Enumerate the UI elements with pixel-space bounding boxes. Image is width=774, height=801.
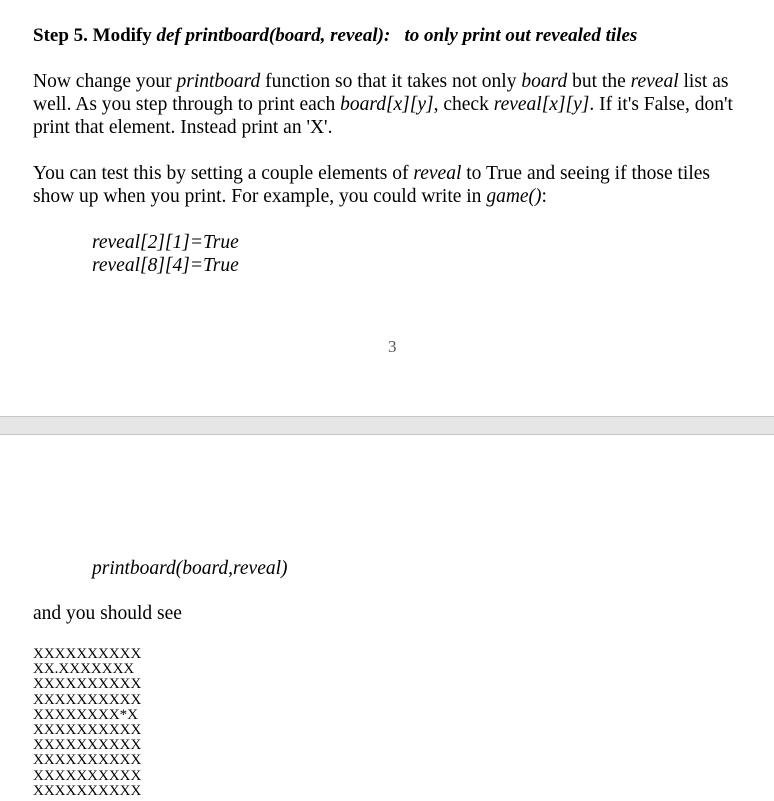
document-page-bottom bbox=[0, 435, 774, 801]
italic-run: board bbox=[521, 71, 568, 92]
step-heading bbox=[33, 24, 637, 47]
text-run: Now change your bbox=[33, 71, 177, 92]
board-row: XXXXXXXXXX bbox=[33, 737, 142, 754]
italic-run: reveal bbox=[630, 71, 679, 92]
heading-code: def printboard(board, reveal): bbox=[156, 25, 391, 46]
page-number: 3 bbox=[388, 337, 397, 356]
italic-run: reveal bbox=[413, 163, 462, 184]
italic-run: game() bbox=[486, 186, 542, 207]
paragraph-result: and you should see bbox=[33, 603, 182, 624]
text-run: to True and seeing if those tiles show up when you print. For example, you could write in bbox=[33, 163, 710, 207]
board-row: XXXXXXXXXX bbox=[33, 691, 142, 708]
board-row: XXXXXXXXXX bbox=[33, 752, 142, 769]
board-row: XXXXXXXXXX bbox=[33, 676, 142, 693]
text-run: . If it's False, don't print that element. Instead print an 'X'. bbox=[33, 94, 733, 138]
heading-prefix: Step 5. Modify bbox=[33, 25, 157, 46]
heading-suffix: to only print out revealed tiles bbox=[404, 25, 638, 46]
text-run: : bbox=[541, 186, 547, 207]
code-line: reveal[2][1]=True bbox=[92, 232, 239, 253]
text-run: list as well. As you step through to print each bbox=[33, 71, 729, 115]
board-output bbox=[33, 647, 141, 799]
text-run: function so that it takes not only bbox=[260, 71, 522, 92]
board-row: XXXXXXXX*X bbox=[33, 706, 138, 723]
board-row: XXXXXXXXXX bbox=[33, 782, 142, 799]
text-run: but the bbox=[567, 71, 631, 92]
board-row: XXXXXXXXXX bbox=[33, 646, 142, 662]
paragraph-instructions bbox=[33, 70, 753, 139]
page-separator bbox=[0, 416, 774, 435]
printboard-call: printboard(board,reveal) bbox=[92, 558, 288, 579]
italic-run: printboard bbox=[176, 71, 261, 92]
text-run: You can test this by setting a couple elements of bbox=[33, 163, 414, 184]
board-row: XXXXXXXXXX bbox=[33, 767, 142, 784]
italic-run: reveal[x][y] bbox=[493, 94, 590, 115]
paragraph-testing bbox=[33, 162, 753, 208]
text-run: , check bbox=[433, 94, 494, 115]
board-row: XXXXXXXXXX bbox=[33, 721, 142, 738]
board-row: XX.XXXXXXX bbox=[33, 661, 135, 678]
italic-run: board[x][y] bbox=[340, 94, 434, 115]
code-line: reveal[8][4]=True bbox=[92, 255, 239, 276]
